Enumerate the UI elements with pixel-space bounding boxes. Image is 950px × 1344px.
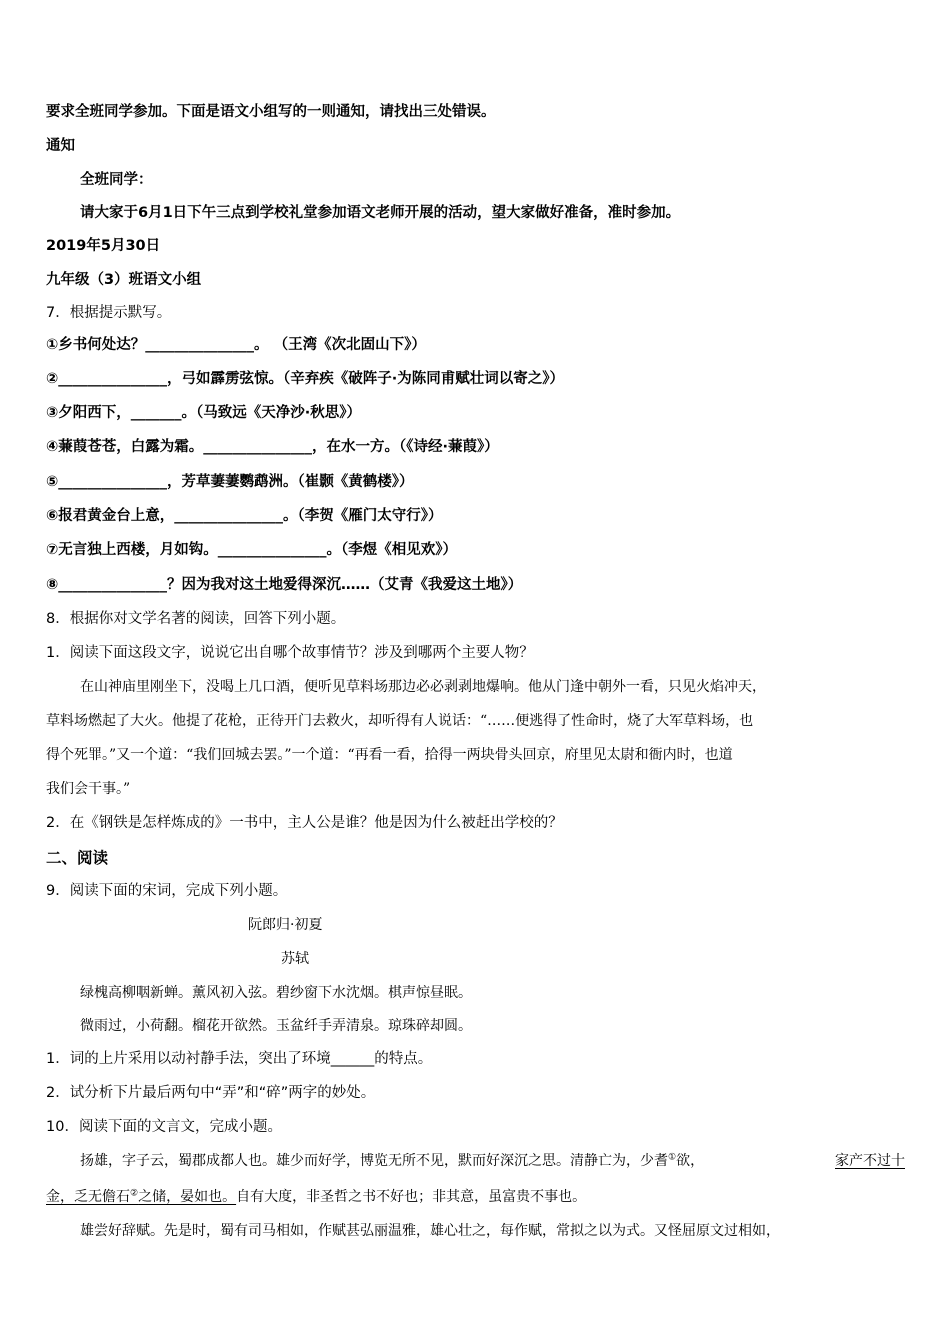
notice-date: 2019年5月30日 — [46, 238, 161, 254]
q9-sub2: 2．试分析下片最后两句中“弄”和“碎”两字的妙处。 — [46, 1085, 376, 1101]
q8-sub1: 1．阅读下面这段文字，说说它出自哪个故事情节？涉及到哪两个主要人物？ — [46, 645, 534, 661]
q8-passage-line-4: 我们会干事。” — [46, 781, 131, 797]
q10-paragraph-2: 雄尝好辞赋。先是时，蜀有司马相如，作赋甚弘丽温雅，雄心壮之，每作赋，常拟之以为式。又怪屈原文过相如， — [80, 1223, 780, 1239]
section-heading: 二、阅读 — [46, 849, 109, 867]
q7-item-4: ④蒹葭苍苍，白露为霜。_______________，在水一方。（《诗经·蒹葭》） — [46, 439, 499, 455]
q8-passage-line-3: 得个死罪。”又一个道：“我们回城去罢。”一个道：“再看一看，拾得一两块骨头回京，府里见太尉和衙内时，也道 — [46, 747, 733, 763]
q10-stem: 10．阅读下面的文言文，完成小题。 — [46, 1119, 282, 1135]
poem-line-1: 绿槐高柳咽新蝉。薰风初入弦。碧纱窗下水沈烟。棋声惊昼眠。 — [80, 985, 472, 1001]
q7-item-8: ⑧_______________？因为我对这土地爱得深沉……（艾青《我爱这土地》） — [46, 577, 523, 593]
notice-body: 请大家于6月1日下午三点到学校礼堂参加语文老师开展的活动，望大家做好准备，准时参加。 — [80, 205, 681, 221]
q7-item-6: ⑥报君黄金台上意，_______________。（李贺《雁门太守行》） — [46, 508, 443, 524]
notice-salutation: 全班同学： — [80, 172, 153, 188]
poem-author: 苏轼 — [281, 951, 309, 967]
q8-sub2: 2．在《钢铁是怎样炼成的》一书中，主人公是谁？他是因为什么被赶出学校的？ — [46, 815, 563, 831]
q7-item-2: ②_______________，弓如霹雳弦惊。（辛弃疾《破阵子·为陈同甫赋壮词以寄之》） — [46, 371, 565, 387]
q7-stem: 7．根据提示默写。 — [46, 305, 172, 321]
notice-title: 通知 — [46, 138, 75, 154]
q7-item-5: ⑤_______________，芳草萋萋鹦鹉洲。（崔颢《黄鹤楼》） — [46, 474, 414, 490]
notice-signature: 九年级（3）班语文小组 — [46, 272, 202, 288]
footnote-marker-2: ② — [130, 1188, 139, 1199]
q7-item-3: ③夕阳西下，_______。（马致远《天净沙·秋思》） — [46, 405, 362, 421]
poem-line-2: 微雨过，小荷翻。榴花开欲然。玉盆纤手弄清泉。琼珠碎却圆。 — [80, 1018, 472, 1034]
q10-underlined-2: 金，乏无儋石②之储，晏如也。 — [46, 1188, 237, 1205]
q8-stem: 8．根据你对文学名著的阅读，回答下列小题。 — [46, 611, 346, 627]
q10-underlined-1: 家产不过十 — [835, 1153, 905, 1169]
q9-sub1: 1．词的上片采用以动衬静手法，突出了环境______的特点。 — [46, 1051, 433, 1067]
footnote-marker-1: ① — [668, 1152, 677, 1163]
q8-passage-line-2: 草料场燃起了大火。他提了花枪，正待开门去救火，却听得有人说话：“……便逃得了性命时，烧了大军草料场，也 — [46, 713, 754, 729]
poem-title: 阮郎归·初夏 — [248, 917, 323, 933]
q7-item-7: ⑦无言独上西楼，月如钩。_______________。（李煜《相见欢》） — [46, 542, 458, 558]
q10-text-a: 扬雄，字子云，蜀郡成都人也。雄少而好学，博览无所不见，默而好深沉之思。清静亡为，少耆①欲， — [80, 1152, 705, 1169]
q10-paragraph-1-line-2 — [46, 1187, 586, 1207]
notice-intro: 要求全班同学参加。下面是语文小组写的一则通知，请找出三处错误。 — [46, 104, 496, 120]
q10-text-c: 自有大度，非圣哲之书不好也；非其意，虽富贵不事也。 — [236, 1189, 587, 1205]
q10-paragraph-1-line-1 — [80, 1151, 905, 1171]
q9-stem: 9．阅读下面的宋词，完成下列小题。 — [46, 883, 288, 899]
q7-item-1: ①乡书何处达？_______________。 （王湾《次北固山下》） — [46, 337, 426, 353]
q8-passage-line-1: 在山神庙里刚坐下，没喝上几口酒，便听见草料场那边必必剥剥地爆响。他从门逢中朝外一看，只见火焰冲天， — [80, 679, 766, 695]
